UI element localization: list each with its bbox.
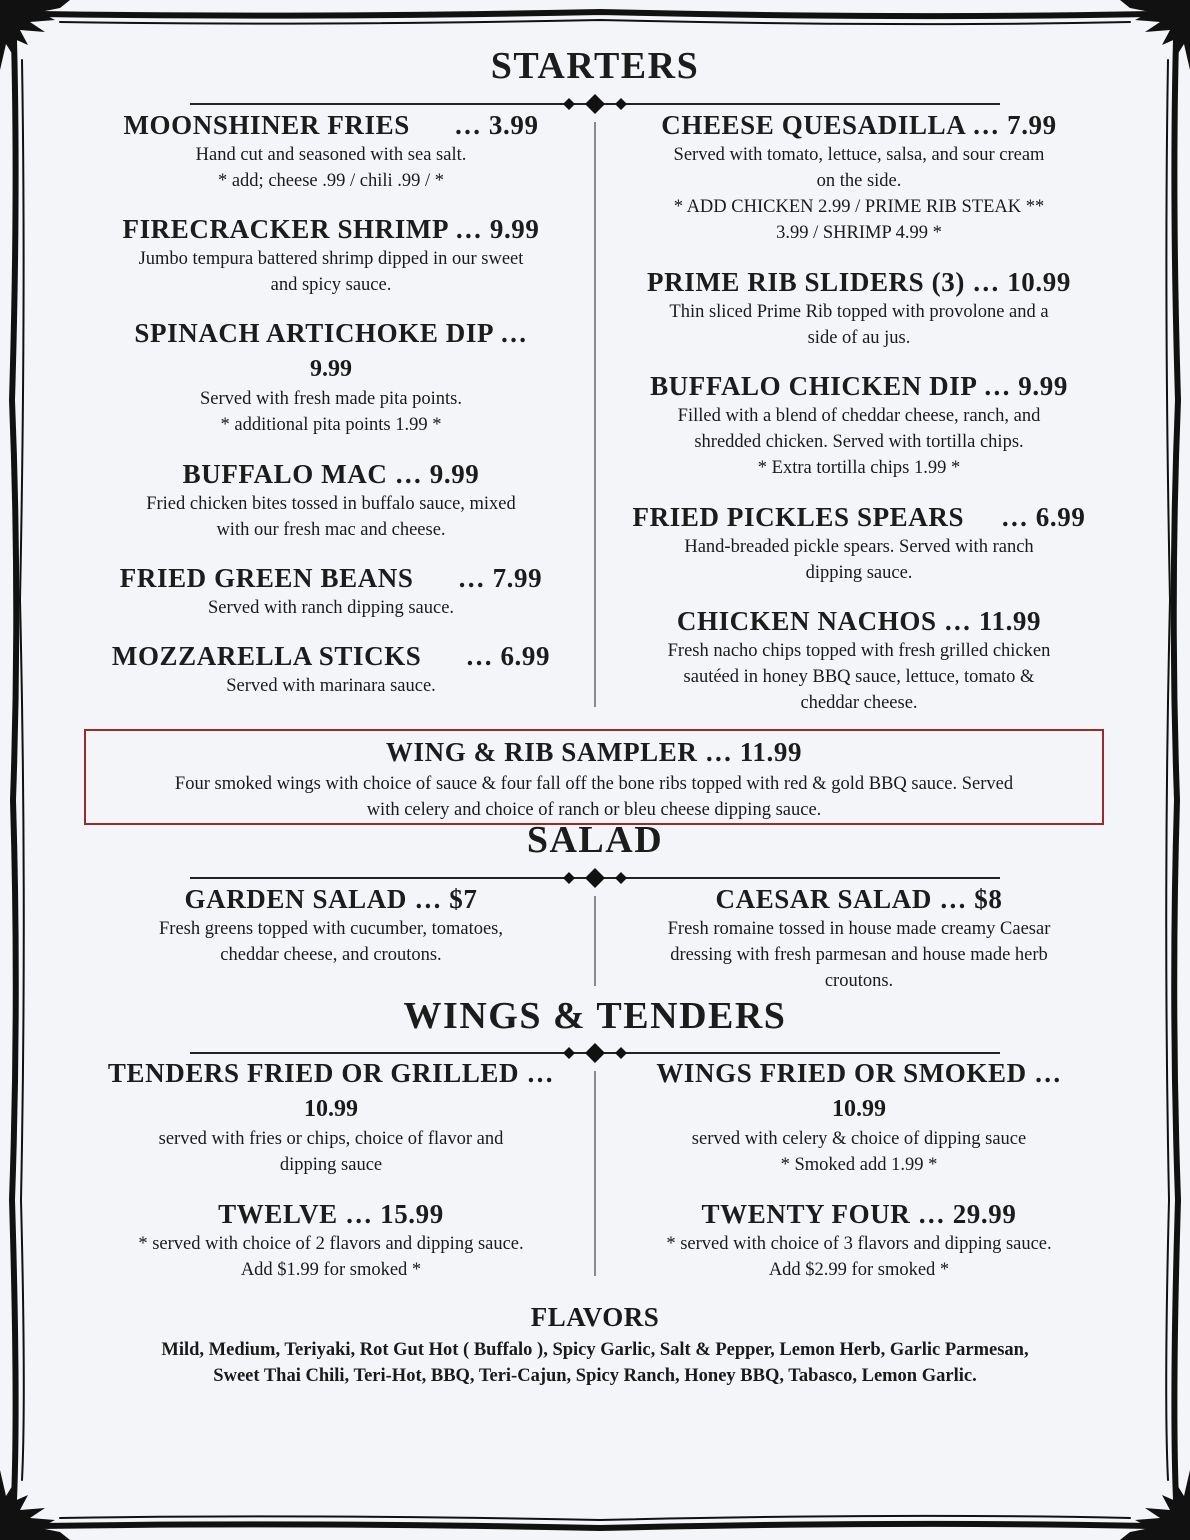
description-line: Served with tomato, lettuce, salsa, and sour cream xyxy=(673,145,1045,165)
item-title: CAESAR SALAD … $8 xyxy=(715,884,1003,914)
item-title: CHEESE QUESADILLA … 7.99 xyxy=(661,110,1057,140)
item-title: TENDERS FRIED OR GRILLED … xyxy=(107,1058,555,1088)
item-description xyxy=(95,595,567,621)
menu-item xyxy=(623,371,1095,481)
description-line: Served with ranch dipping sauce. xyxy=(207,598,455,618)
wings-left-column xyxy=(95,1058,567,1288)
menu-item xyxy=(95,1199,567,1283)
flavors-section xyxy=(60,1302,1130,1389)
item-title: WING & RIB SAMPLER … 11.99 xyxy=(385,737,803,767)
menu-item xyxy=(95,563,567,621)
description-line: Add $1.99 for smoked * xyxy=(240,1260,422,1280)
menu-item xyxy=(623,110,1095,246)
description-line: Add $2.99 for smoked * xyxy=(768,1260,950,1280)
description-line: * Smoked add 1.99 * xyxy=(780,1155,938,1175)
item-description xyxy=(623,1231,1095,1283)
description-line: Hand-breaded pickle spears. Served with ranch xyxy=(684,537,1034,557)
item-title: GARDEN SALAD … $7 xyxy=(184,884,478,914)
description-line: Filled with a blend of cheddar cheese, ranch, and xyxy=(677,406,1041,426)
item-title: MOONSHINER FRIES … 3.99 xyxy=(123,110,539,140)
item-price: 10.99 xyxy=(304,1096,358,1122)
flavors-list xyxy=(60,1337,1130,1389)
menu-item xyxy=(623,606,1095,716)
description-line: Four smoked wings with choice of sauce & four fall off the bone ribs topped with red & gold BBQ sauce. Served xyxy=(174,774,1014,794)
menu-item xyxy=(623,502,1095,586)
description-line: Fresh nacho chips topped with fresh grilled chicken xyxy=(667,641,1051,661)
menu-item xyxy=(95,214,567,298)
featured-sampler-box xyxy=(84,729,1104,825)
item-description xyxy=(623,534,1095,586)
starters-left-column xyxy=(95,110,567,720)
description-line: * served with choice of 3 flavors and dipping sauce. xyxy=(666,1234,1052,1254)
item-description xyxy=(623,1126,1095,1178)
item-title: TWENTY FOUR … 29.99 xyxy=(701,1199,1017,1229)
item-description xyxy=(95,673,567,699)
description-line: dipping sauce. xyxy=(805,563,913,583)
description-line: * add; cheese .99 / chili .99 / * xyxy=(217,171,445,191)
description-line: dressing with fresh parmesan and house made herb xyxy=(670,945,1048,965)
item-description xyxy=(95,1126,567,1178)
flavors-title: FLAVORS xyxy=(530,1302,660,1332)
item-description xyxy=(623,142,1095,246)
item-description xyxy=(95,1231,567,1283)
item-title: SPINACH ARTICHOKE DIP … xyxy=(134,318,528,348)
item-title: BUFFALO MAC … 9.99 xyxy=(182,459,480,489)
starters-right-column xyxy=(623,110,1095,720)
item-description xyxy=(95,142,567,194)
item-price: 9.99 xyxy=(310,356,352,382)
item-title: CHICKEN NACHOS … 11.99 xyxy=(676,606,1042,636)
description-line: sautéed in honey BBQ sauce, lettuce, tomato & xyxy=(683,667,1035,687)
description-line: and spicy sauce. xyxy=(270,275,392,295)
salad-right-column xyxy=(623,884,1095,994)
item-title: FRIED GREEN BEANS … 7.99 xyxy=(119,563,543,593)
menu-item xyxy=(95,1058,567,1178)
item-title: WINGS FRIED OR SMOKED … xyxy=(656,1058,1062,1088)
description-line: Fresh greens topped with cucumber, tomatoes, xyxy=(159,919,503,939)
description-line: Served with marinara sauce. xyxy=(226,676,436,696)
item-description xyxy=(95,386,567,438)
description-line: * additional pita points 1.99 * xyxy=(220,415,442,435)
menu-item xyxy=(95,884,567,968)
menu-item xyxy=(623,884,1095,994)
description-line: cheddar cheese, and croutons. xyxy=(220,945,442,965)
description-line: * served with choice of 2 flavors and dipping sauce. xyxy=(138,1234,524,1254)
description-line: with celery and choice of ranch or bleu cheese dipping sauce. xyxy=(366,800,822,820)
description-line: served with celery & choice of dipping sauce xyxy=(691,1129,1027,1149)
item-description xyxy=(623,299,1095,351)
wings-right-column xyxy=(623,1058,1095,1288)
description-line: croutons. xyxy=(824,971,894,991)
description-line: served with fries or chips, choice of flavor and xyxy=(158,1129,504,1149)
description-line: shredded chicken. Served with tortilla chips. xyxy=(694,432,1024,452)
salad-left-column xyxy=(95,884,567,994)
item-description xyxy=(623,916,1095,994)
section-title-wings: WINGS & TENDERS xyxy=(403,995,787,1037)
menu-item xyxy=(95,318,567,438)
description-line: cheddar cheese. xyxy=(800,693,918,713)
menu-item xyxy=(95,641,567,699)
column-divider xyxy=(594,896,596,986)
item-title: PRIME RIB SLIDERS (3) … 10.99 xyxy=(647,267,1071,297)
item-title: TWELVE … 15.99 xyxy=(218,1199,444,1229)
item-title: FIRECRACKER SHRIMP … 9.99 xyxy=(122,214,540,244)
description-line: Served with fresh made pita points. xyxy=(199,389,463,409)
item-description xyxy=(95,491,567,543)
description-line: side of au jus. xyxy=(807,328,911,348)
flavors-line: Mild, Medium, Teriyaki, Rot Gut Hot ( Buffalo ), Spicy Garlic, Salt & Pepper, Lemon Herb, Garlic Parmesan, xyxy=(161,1340,1029,1360)
description-line: on the side. xyxy=(816,171,902,191)
column-divider xyxy=(594,1071,596,1276)
description-line: with our fresh mac and cheese. xyxy=(216,520,446,540)
item-description xyxy=(95,916,567,968)
item-description xyxy=(86,771,1102,823)
section-title-starters: STARTERS xyxy=(490,45,700,87)
description-line: Fried chicken bites tossed in buffalo sauce, mixed xyxy=(146,494,516,514)
description-line: 3.99 / SHRIMP 4.99 * xyxy=(776,223,942,243)
item-price: 10.99 xyxy=(832,1096,886,1122)
menu-item xyxy=(95,110,567,194)
description-line: Thin sliced Prime Rib topped with provolone and a xyxy=(669,302,1049,322)
item-title: FRIED PICKLES SPEARS … 6.99 xyxy=(632,502,1086,532)
menu-item xyxy=(623,1199,1095,1283)
description-line: Jumbo tempura battered shrimp dipped in our sweet xyxy=(138,249,524,269)
menu-item xyxy=(95,459,567,543)
item-description xyxy=(623,638,1095,716)
description-line: * ADD CHICKEN 2.99 / PRIME RIB STEAK ** xyxy=(673,197,1045,217)
section-title-salad: SALAD xyxy=(526,819,664,861)
menu-item xyxy=(623,267,1095,351)
description-line: * Extra tortilla chips 1.99 * xyxy=(757,458,961,478)
flavors-line: Sweet Thai Chili, Teri-Hot, BBQ, Teri-Cajun, Spicy Ranch, Honey BBQ, Tabasco, Lemon Garlic. xyxy=(213,1366,977,1386)
description-line: dipping sauce xyxy=(279,1155,383,1175)
description-line: Hand cut and seasoned with sea salt. xyxy=(195,145,467,165)
item-title: BUFFALO CHICKEN DIP … 9.99 xyxy=(650,371,1068,401)
column-divider xyxy=(594,122,596,707)
item-description xyxy=(623,403,1095,481)
menu-item xyxy=(623,1058,1095,1178)
item-description xyxy=(95,246,567,298)
item-title: MOZZARELLA STICKS … 6.99 xyxy=(111,641,551,671)
description-line: Fresh romaine tossed in house made creamy Caesar xyxy=(667,919,1051,939)
